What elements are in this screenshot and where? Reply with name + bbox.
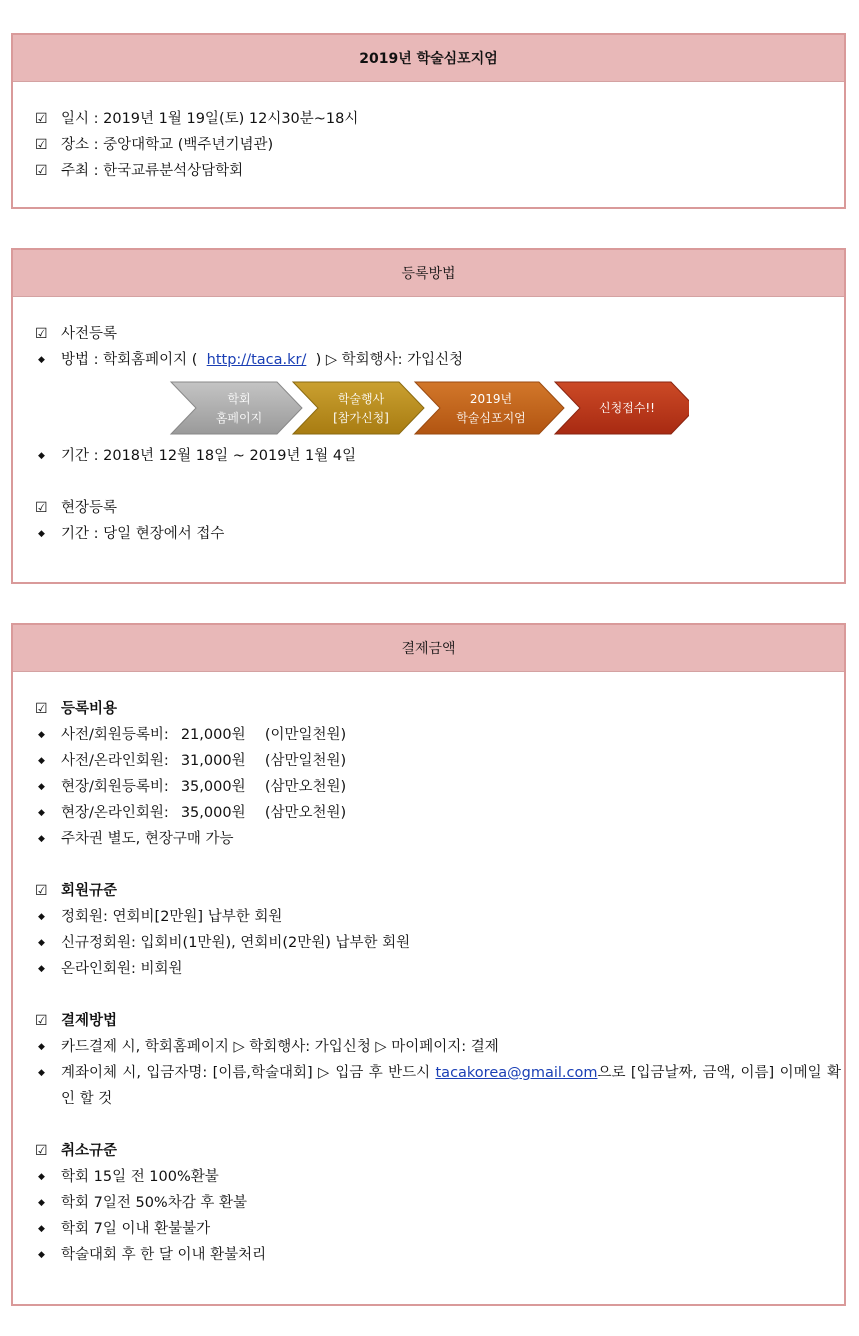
bullet-icon: ◆	[38, 782, 45, 792]
bullet-icon: ◆	[38, 834, 45, 844]
bullet-icon: ◆	[38, 938, 45, 948]
pre-registration-period: ◆ 기간 : 2018년 12월 18일 ~ 2019년 1월 4일	[35, 443, 844, 469]
flow-step-1-shape	[171, 382, 302, 434]
flow-step-1-line1: 학회	[227, 392, 251, 406]
checkbox-icon: ☑	[35, 1013, 48, 1029]
bullet-icon: ◆	[38, 1172, 45, 1182]
checkbox-icon: ☑	[35, 701, 48, 717]
fee-korean: (삼만오천원)	[264, 805, 347, 821]
fee-label: 현장/온라인회원:	[61, 805, 169, 821]
fee-row	[35, 774, 844, 800]
bullet-icon: ◆	[38, 730, 45, 740]
fee-row	[35, 800, 844, 826]
bullet-icon: ◆	[38, 912, 45, 922]
info-label: 일시	[61, 111, 90, 127]
fee-amount: 31,000원	[180, 753, 246, 769]
homepage-link[interactable]: http://taca.kr/	[206, 352, 307, 368]
flow-step-3-shape	[415, 382, 564, 434]
bullet-icon: ◆	[38, 451, 45, 461]
checkbox-icon: ☑	[35, 326, 48, 342]
flow-step-3-line1: 2019년	[469, 392, 513, 406]
email-link[interactable]: tacakorea@gmail.com	[435, 1065, 598, 1081]
cancel-row: ◆ 학술대회 후 한 달 이내 환불처리	[35, 1242, 844, 1268]
fee-label: 사전/회원등록비:	[61, 727, 169, 743]
parking-note: ◆ 주차권 별도, 현장구매 가능	[35, 826, 844, 852]
flow-step-2-shape	[293, 382, 424, 434]
fee-row	[35, 748, 844, 774]
payment-method-heading: ☑ 결제방법	[35, 1008, 844, 1034]
member-row: ◆ 신규정회원: 입회비(1만원), 연회비(2만원) 납부한 회원	[35, 930, 844, 956]
cancel-row: ◆ 학회 7일 이내 환불불가	[35, 1216, 844, 1242]
bullet-icon: ◆	[38, 756, 45, 766]
registration-flow	[35, 379, 844, 437]
checkbox-icon: ☑	[35, 1143, 48, 1159]
fee-amount: 21,000원	[180, 727, 246, 743]
payment-title: 결제금액	[13, 625, 844, 672]
fee-korean: (이만일천원)	[264, 727, 347, 743]
info-label: 장소	[61, 137, 90, 153]
fee-korean: (삼만일천원)	[264, 753, 347, 769]
bullet-icon: ◆	[38, 1042, 45, 1052]
bullet-icon: ◆	[38, 964, 45, 974]
bullet-icon: ◆	[38, 1224, 45, 1234]
bullet-icon: ◆	[38, 1198, 45, 1208]
fee-label: 사전/온라인회원:	[61, 753, 169, 769]
info-value: 한국교류분석상담학회	[103, 163, 244, 179]
fee-amount: 35,000원	[180, 779, 246, 795]
cancel-row: ◆ 학회 15일 전 100%환불	[35, 1164, 844, 1190]
payment-box	[11, 623, 846, 1306]
payment-transfer-row: ◆ 계좌이체 시, 입금자명: [이름,학술대회] ▷ 입금 후 반드시 tacakorea@gmail.com으로 [입금날짜, 금액, 이름] 이메일 확인 할 것	[35, 1060, 844, 1112]
member-heading: ☑ 회원규준	[35, 878, 844, 904]
checkbox-icon: ☑	[35, 883, 48, 899]
bullet-icon: ◆	[38, 1250, 45, 1260]
fee-amount: 35,000원	[180, 805, 246, 821]
onsite-registration-period: ◆ 기간 : 당일 현장에서 접수	[35, 521, 844, 547]
pre-registration-heading: ☑ 사전등록	[35, 321, 844, 347]
checkbox-icon: ☑	[35, 163, 48, 179]
fee-label: 현장/회원등록비:	[61, 779, 169, 795]
bullet-icon: ◆	[38, 1068, 45, 1078]
fee-heading: ☑ 등록비용	[35, 696, 844, 722]
flow-step-4-line1: 신청접수!!	[599, 401, 655, 415]
info-row-place: ☑ 장소 : 중앙대학교 (백주년기념관)	[35, 132, 844, 158]
onsite-registration-heading: ☑ 현장등록	[35, 495, 844, 521]
info-value: 중앙대학교 (백주년기념관)	[103, 137, 274, 153]
method-row: ◆ 방법 : 학회홈페이지 ( http://taca.kr/ ) ▷ 학회행사: 가입신청	[35, 347, 844, 373]
flow-arrows	[169, 379, 689, 437]
bullet-icon: ◆	[38, 355, 45, 365]
member-row: ◆ 온라인회원: 비회원	[35, 956, 844, 982]
info-row-date: ☑ 일시 : 2019년 1월 19일(토) 12시30분~18시	[35, 106, 844, 132]
registration-method-box	[11, 248, 846, 584]
cancel-heading: ☑ 취소규준	[35, 1138, 844, 1164]
checkbox-icon: ☑	[35, 111, 48, 127]
info-label: 주최	[61, 163, 90, 179]
payment-card-row: ◆ 카드결제 시, 학회홈페이지 ▷ 학회행사: 가입신청 ▷ 마이페이지: 결제	[35, 1034, 844, 1060]
symposium-info-box	[11, 33, 846, 209]
flow-step-1-line2: 홈페이지	[215, 411, 263, 425]
registration-method-title: 등록방법	[13, 250, 844, 297]
checkbox-icon: ☑	[35, 500, 48, 516]
flow-step-2-line1: 학술행사	[337, 392, 385, 406]
fee-korean: (삼만오천원)	[264, 779, 347, 795]
flow-step-3-line2: 학술심포지엄	[456, 411, 526, 425]
info-row-host: ☑ 주최 : 한국교류분석상담학회	[35, 158, 844, 184]
member-row: ◆ 정회원: 연회비[2만원] 납부한 회원	[35, 904, 844, 930]
checkbox-icon: ☑	[35, 137, 48, 153]
fee-row	[35, 722, 844, 748]
flow-step-2-line2: [참가신청]	[333, 411, 389, 425]
bullet-icon: ◆	[38, 808, 45, 818]
info-value: 2019년 1월 19일(토) 12시30분~18시	[103, 111, 359, 127]
symposium-title: 2019년 학술심포지엄	[13, 35, 844, 82]
cancel-row: ◆ 학회 7일전 50%차감 후 환불	[35, 1190, 844, 1216]
bullet-icon: ◆	[38, 529, 45, 539]
